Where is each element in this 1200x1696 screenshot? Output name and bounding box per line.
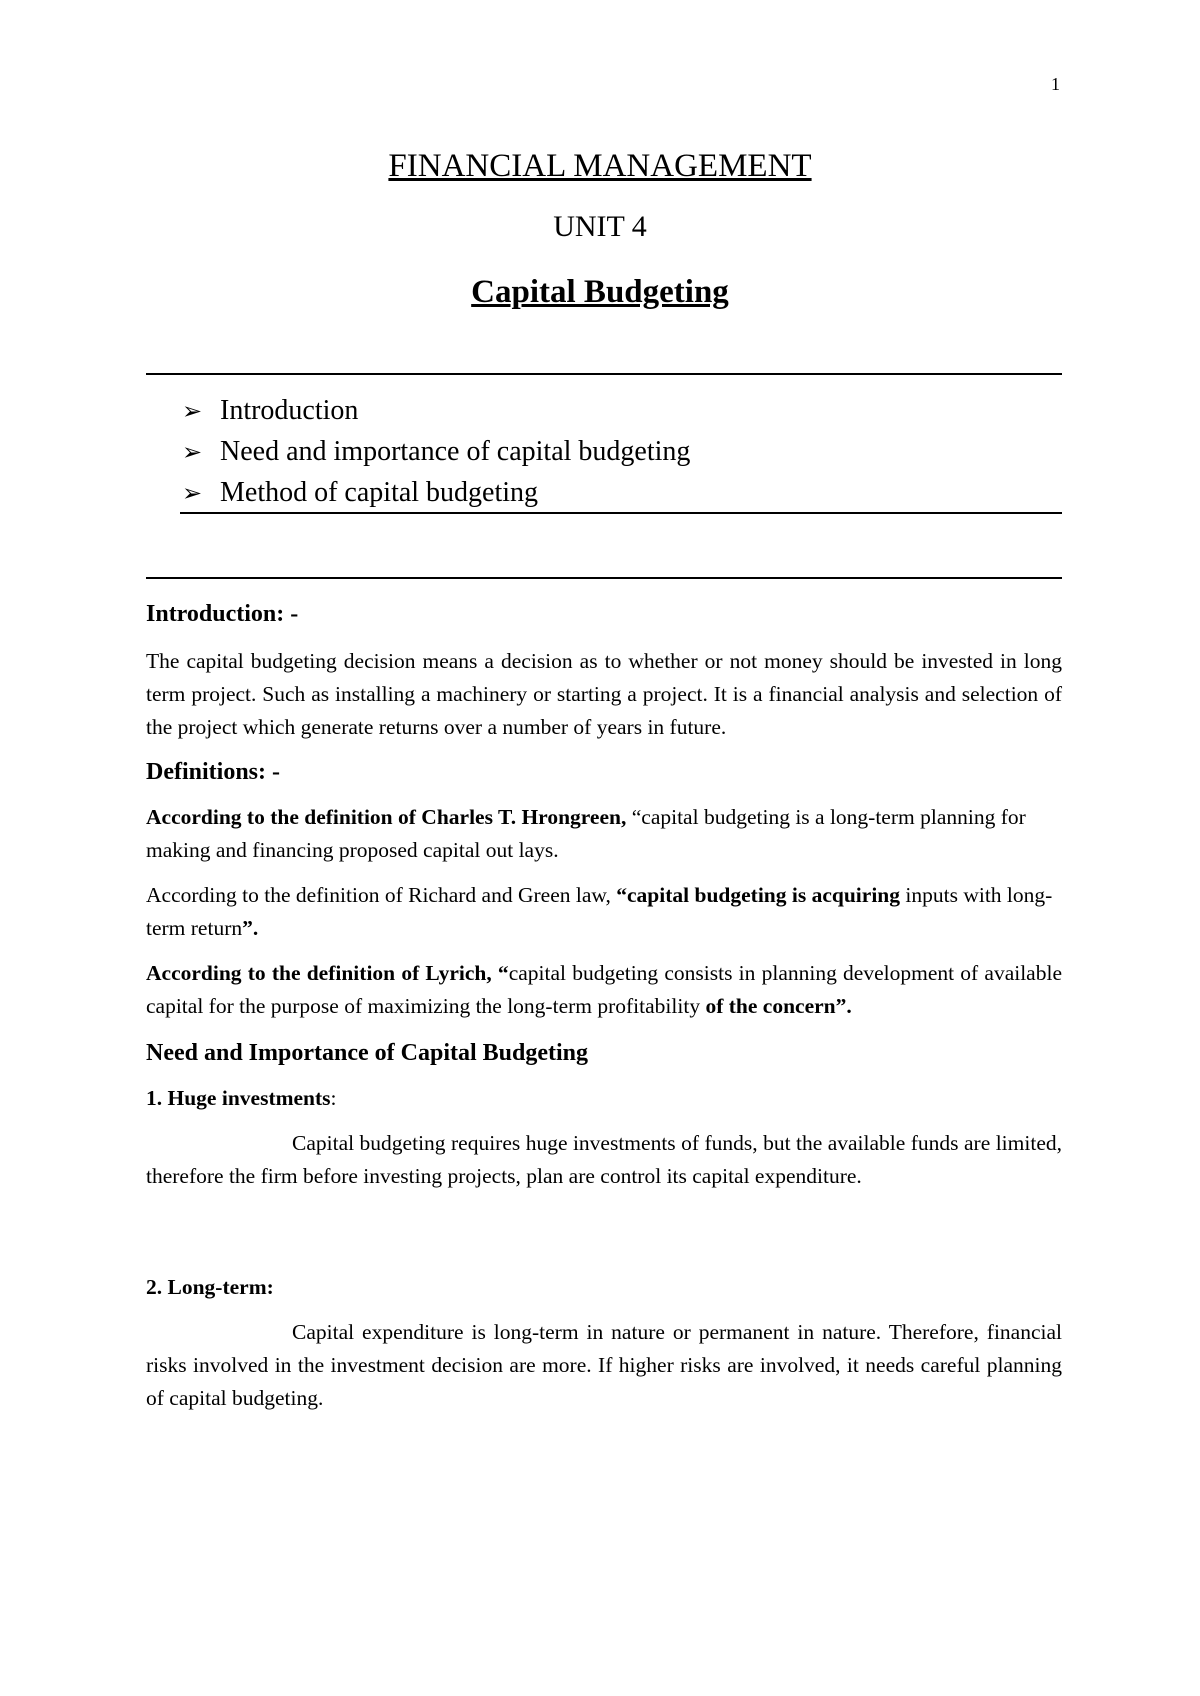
document-body <box>146 598 1062 1415</box>
definition-text: capital budgeting consists in planning development of available capital for the purpose of maximizing the long-term profitability <box>146 961 1062 1018</box>
definition-source: According to the definition of Lyrich, “ <box>146 961 509 985</box>
need-item-text: Capital budgeting requires huge investments of funds, but the available funds are limited, therefore the firm before investing projects, plan are control its capital expenditure. <box>146 1131 1062 1188</box>
definition-lyrich <box>146 957 1062 1023</box>
arrow-bullet-icon: ➢ <box>182 481 203 507</box>
contents-item <box>182 390 690 431</box>
contents-item-label: Method of capital budgeting <box>220 477 539 508</box>
definition-text: inputs with long-term return <box>146 883 1053 940</box>
definition-text-end: ”. <box>242 916 259 940</box>
need-item-title-text: 2. Long-term: <box>146 1275 274 1299</box>
section-rule <box>146 577 1062 579</box>
definition-text-end: of the concern”. <box>705 994 852 1018</box>
need-item-title <box>146 1082 1062 1115</box>
definition-text: “capital budgeting is a long-term planning for making and financing proposed capital out lays. <box>146 805 1026 862</box>
introduction-paragraph: The capital budgeting decision means a decision as to whether or not money should be invested in long term project. Such as installing a machinery or starting a project. It is a financial analysis and selection of the project which generate returns over a number of years in future. <box>146 649 1062 739</box>
definition-source: According to the definition of Charles T. Hrongreen, <box>146 805 627 829</box>
top-rule <box>146 373 1062 375</box>
page-number: 1 <box>1051 74 1060 94</box>
definition-hrongreen <box>146 801 1062 867</box>
definitions-heading: Definitions: - <box>146 759 280 785</box>
contents-item <box>182 472 690 513</box>
introduction-heading: Introduction: - <box>146 601 299 627</box>
topic-title: Capital Budgeting <box>471 274 729 310</box>
need-item-title-text: 1. Huge investments <box>146 1086 331 1110</box>
contents-item <box>182 431 690 472</box>
document-title: FINANCIAL MANAGEMENT <box>388 148 812 184</box>
arrow-bullet-icon: ➢ <box>182 399 203 425</box>
definition-source: According to the definition of Richard and Green law, <box>146 883 617 907</box>
arrow-bullet-icon: ➢ <box>182 440 203 466</box>
contents-item-label: Introduction <box>220 395 359 426</box>
contents-rule <box>180 512 1062 514</box>
contents-list <box>182 390 690 513</box>
contents-item-label: Need and importance of capital budgeting <box>220 436 691 467</box>
need-item-title-suffix: : <box>330 1086 337 1110</box>
definition-text-bold: “capital budgeting is acquiring <box>616 883 900 907</box>
need-heading: Need and Importance of Capital Budgeting <box>146 1040 589 1066</box>
need-item-title <box>146 1271 1062 1304</box>
unit-label: UNIT 4 <box>553 210 647 243</box>
definition-richard-green <box>146 879 1062 945</box>
need-item-text: Capital expenditure is long-term in nature or permanent in nature. Therefore, financial risks involved in the investment decision are more. If higher risks are involved, it needs careful planning of capital budgeting. <box>146 1320 1062 1410</box>
